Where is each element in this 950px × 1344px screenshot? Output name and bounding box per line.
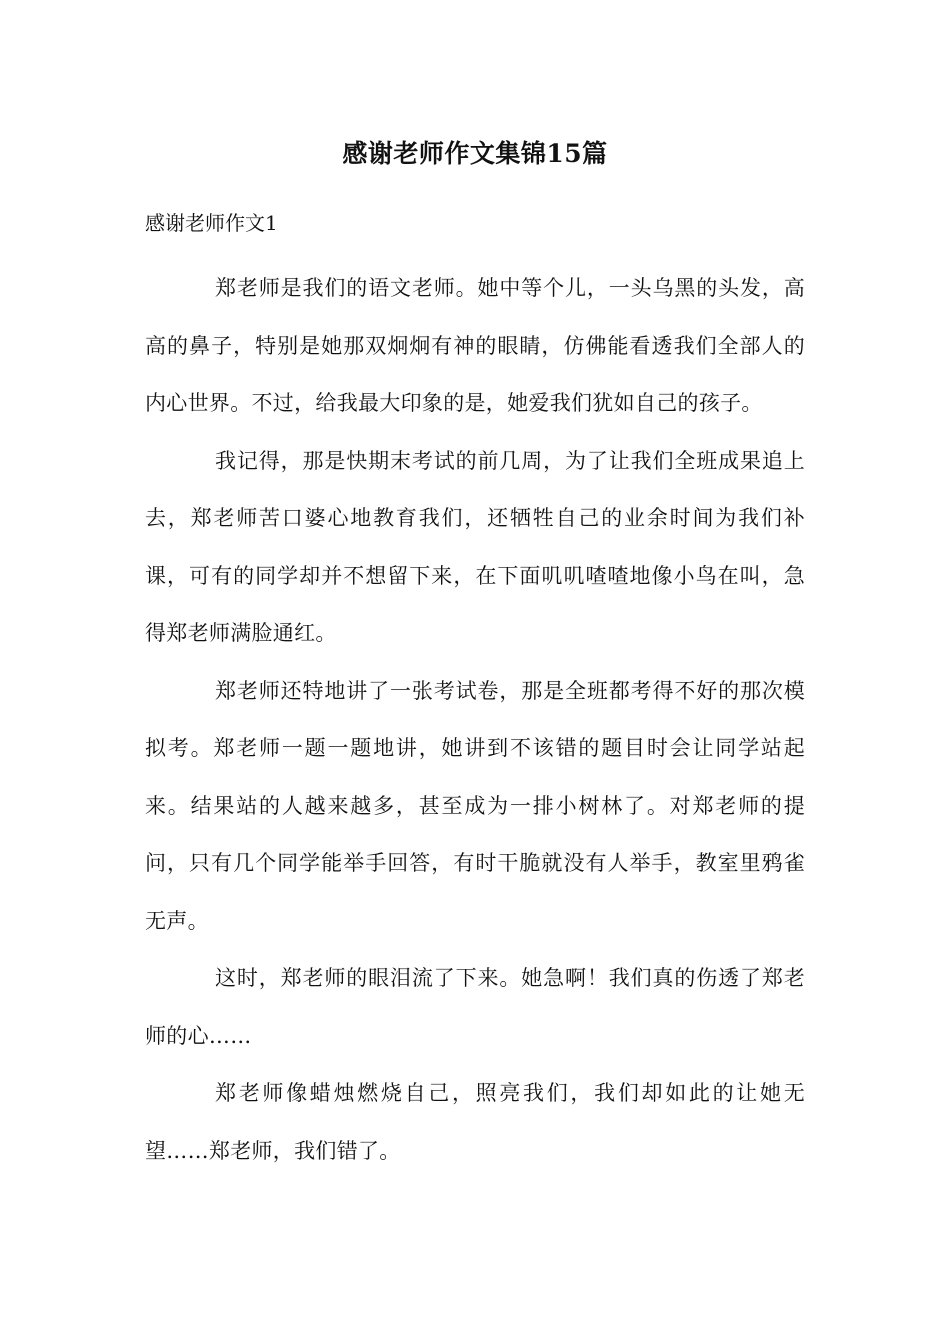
paragraph: 郑老师像蜡烛燃烧自己，照亮我们，我们却如此的让她无望……郑老师，我们错了。 [145,1081,805,1163]
section-heading: 感谢老师作文1 [145,211,278,235]
paragraph: 我记得，那是快期末考试的前几周，为了让我们全班成果追上去，郑老师苦口婆心地教育我们，还牺牲自己的业余时间为我们补课，可有的同学却并不想留下来，在下面叽叽喳喳地像小鸟在叫，急得郑老师满脸通红。 [145,448,805,645]
paragraph: 郑老师是我们的语文老师。她中等个儿，一头乌黑的头发，高高的鼻子，特别是她那双炯炯有神的眼睛，仿佛能看透我们全部人的内心世界。不过，给我最大印象的是，她爱我们犹如自己的孩子。 [145,276,805,415]
document-title: 感谢老师作文集锦15篇 [342,139,608,168]
document-body [145,260,805,1180]
paragraph: 这时，郑老师的眼泪流了下来。她急啊！我们真的伤透了郑老师的心…… [145,966,805,1048]
paragraph: 郑老师还特地讲了一张考试卷，那是全班都考得不好的那次模拟考。郑老师一题一题地讲，她讲到不该错的题目时会让同学站起来。结果站的人越来越多，甚至成为一排小树林了。对郑老师的提问，只有几个同学能举手回答，有时干脆就没有人举手，教室里鸦雀无声。 [145,678,805,933]
